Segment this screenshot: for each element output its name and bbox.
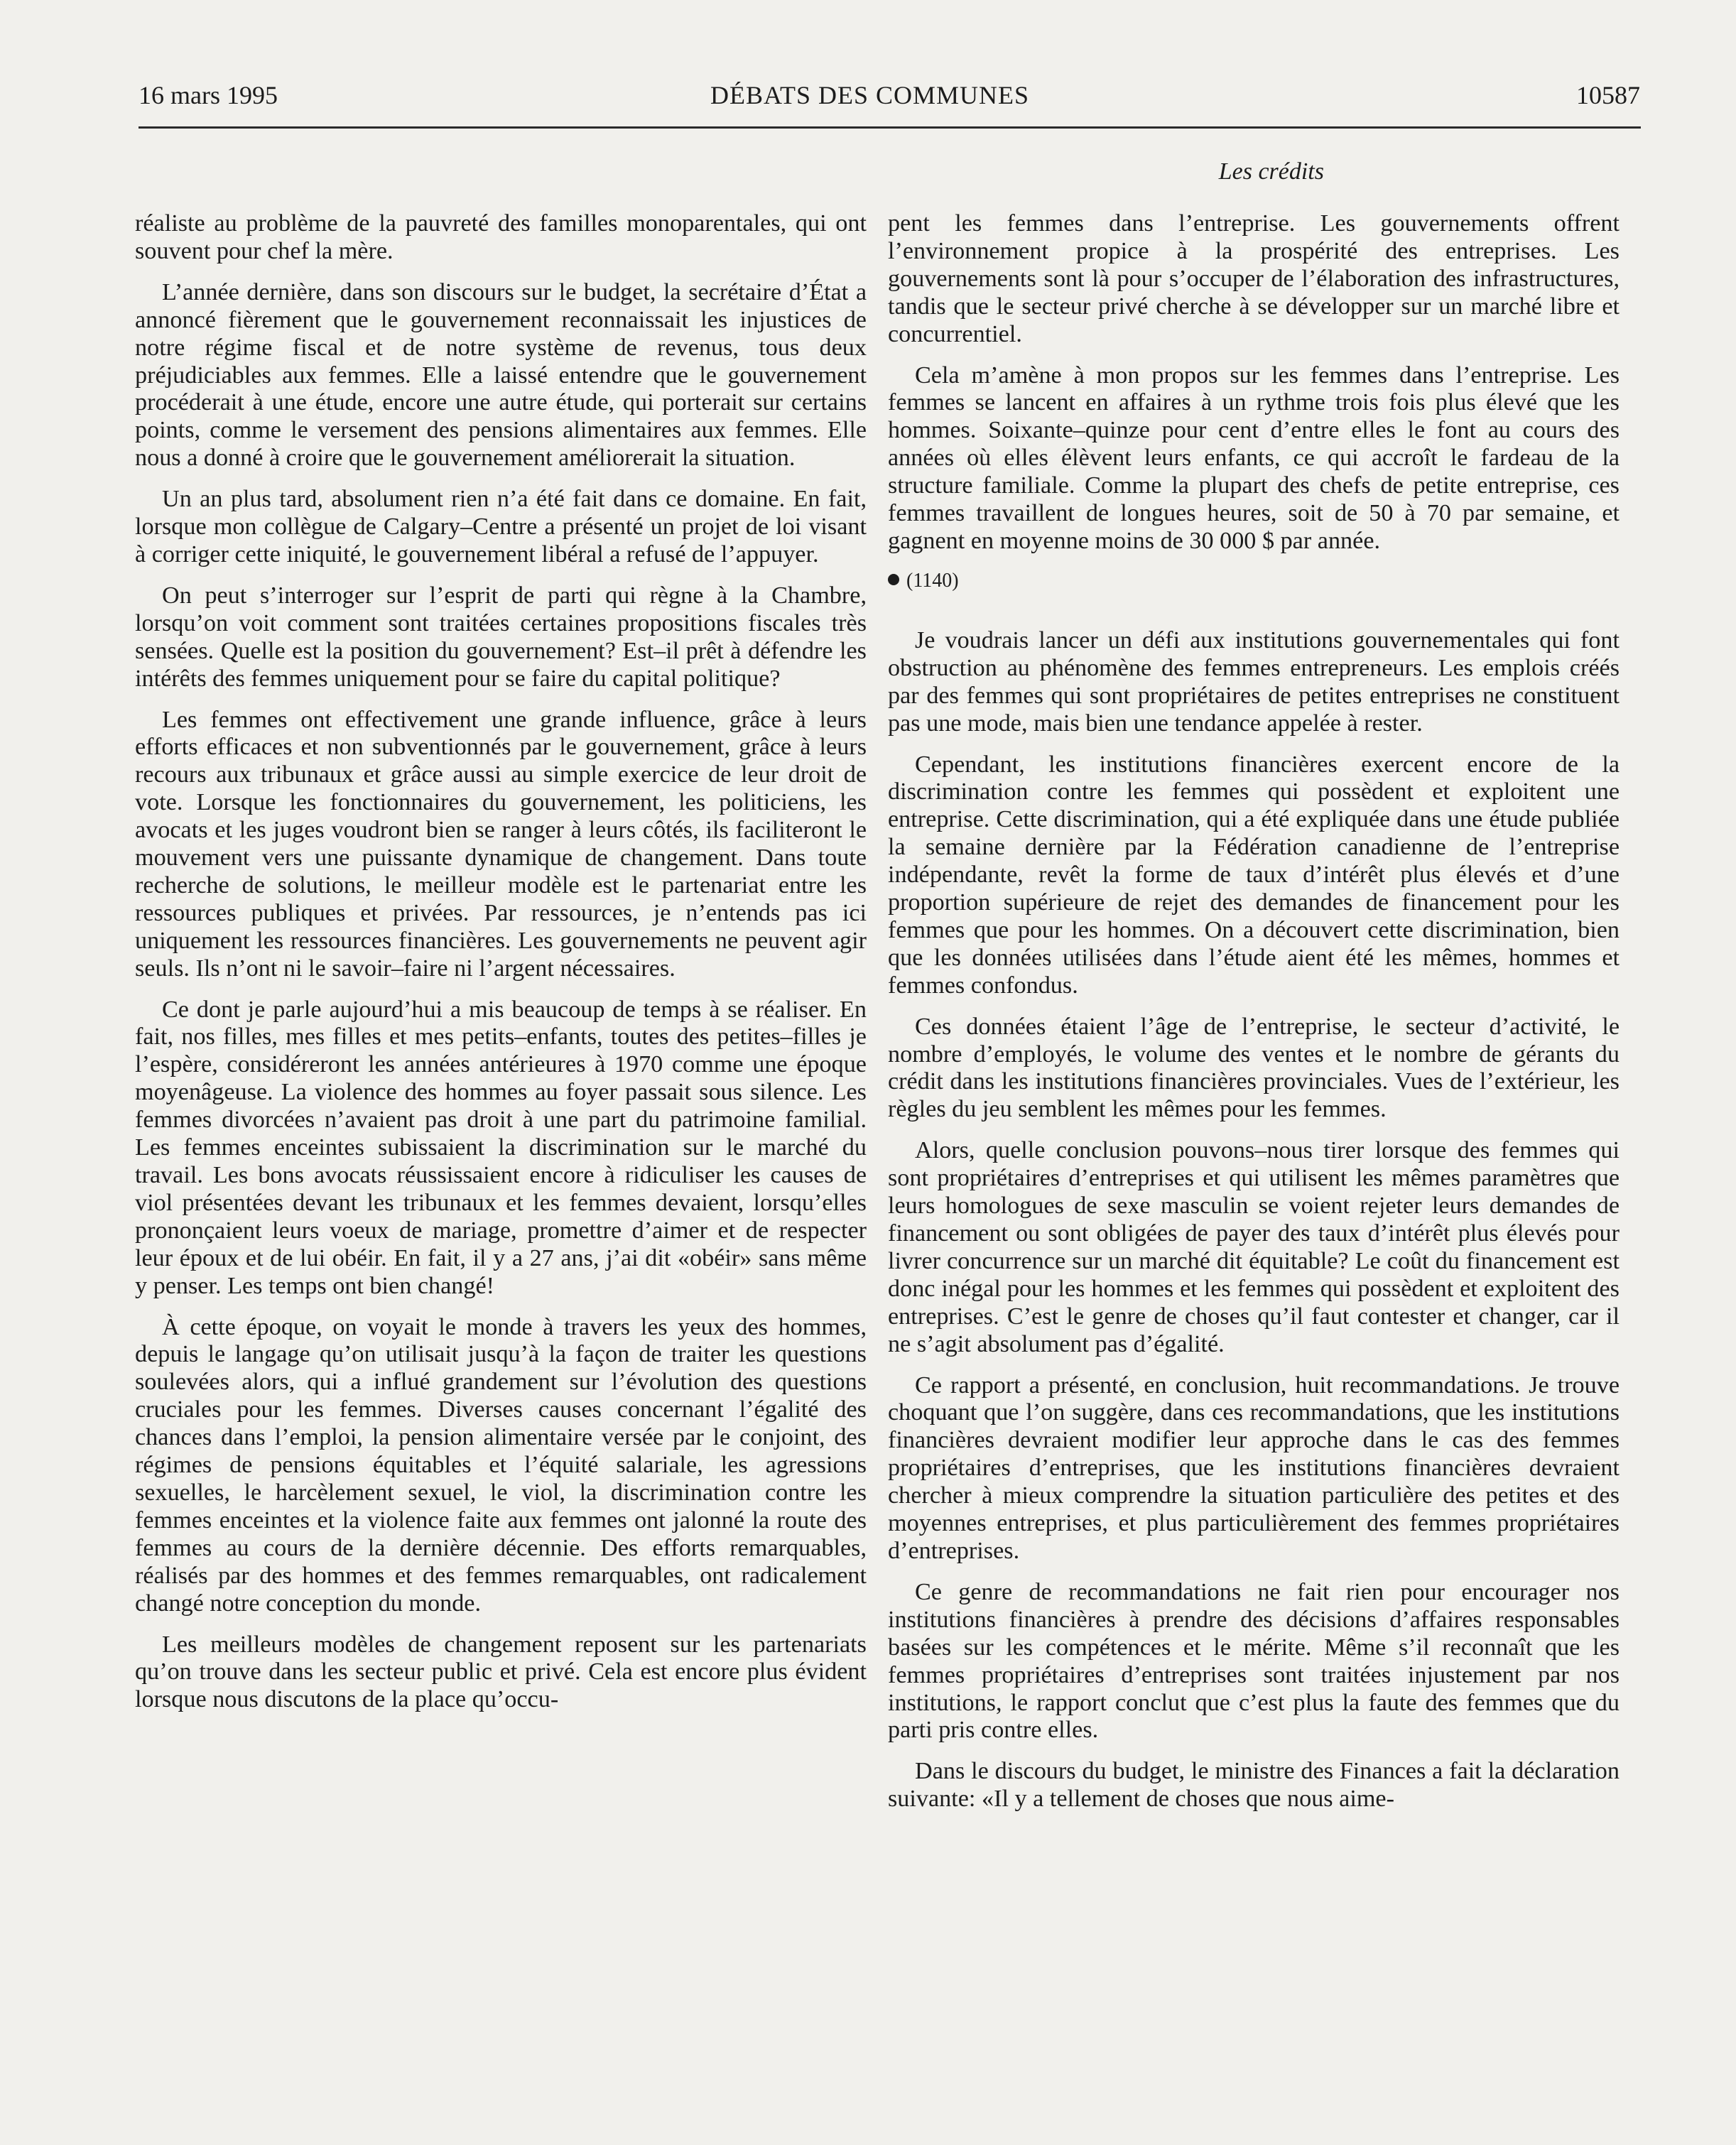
paragraph: Ce dont je parle aujourd’hui a mis beaucoup de temps à se réaliser. En fait, nos filles, mes filles et mes petits–enfants, toutes des petites–filles je l’espère, considéreront les années antérieures à 1970 comme une époque moyenâgeuse. La violence des hommes au foyer passait sous silence. Les femmes divorcées n’avaient pas droit à une part du patrimoine familial. Les femmes enceintes subissaient la discrimination sur le marché du travail. Les bons avocats réussissaient encore à ridiculiser les causes de viol présentées devant les tribunaux et les femmes devaient, lorsqu’elles prononçaient leurs voeux de mariage, promettre d’aimer et de respecter leur époux et de lui obéir. En fait, il y a 27 ans, j’ai dit «obéir» sans même y penser. Les temps ont bien changé! <box>135 996 867 1299</box>
paragraph: pent les femmes dans l’entreprise. Les gouvernements offrent l’environnement propice à la prospérité des entreprises. Les gouvernements sont là pour s’occuper de l’élaboration des infrastructures, tandis que le secteur privé cherche à se développer sur un marché libre et concurrentiel. <box>888 210 1620 347</box>
paragraph: Ce rapport a présenté, en conclusion, huit recommandations. Je trouve choquant que l’on suggère, dans ces recommandations, que les institutions financières devraient modifier leur approche dans le cas des femmes propriétaires d’entreprises, que les institutions financières devraient chercher à mieux comprendre la situation particulière des petites et des moyennes entreprises, et plus particulièrement des femmes propriétaires d’entreprises. <box>888 1372 1620 1564</box>
paragraph: Ce genre de recommandations ne fait rien pour encourager nos institutions financières à prendre des décisions d’affaires responsables basées sur les compétences et le mérite. Même s’il reconnaît que les femmes propriétaires d’entreprises sont traitées injustement par nos institutions, le rapport conclut que c’est plus la faute des femmes que du parti pris contre elles. <box>888 1578 1620 1744</box>
paragraph: réaliste au problème de la pauvreté des familles monoparentales, qui ont souvent pour chef la mère. <box>135 210 867 264</box>
time-marker <box>888 569 1620 593</box>
header-date: 16 mars 1995 <box>139 81 278 109</box>
paragraph: Les femmes ont effectivement une grande influence, grâce à leurs efforts efficaces et non subventionnés par le gouvernement, grâce à leurs recours aux tribunaux et grâce aussi au simple exercice de leur droit de vote. Lorsque les fonctionnaires du gouvernement, les politiciens, les avocats et les juges voudront bien se ranger à leurs côtés, ils faciliteront le mouvement vers une puissante dynamique de changement. Dans toute recherche de solutions, le meilleur modèle est le partenariat entre les ressources publiques et privées. Par ressources, je n’entends pas ici uniquement les ressources financières. Les gouvernements ne peuvent agir seuls. Ils n’ont ni le savoir–faire ni l’argent nécessaires. <box>135 706 867 982</box>
paragraph: L’année dernière, dans son discours sur le budget, la secrétaire d’État a annoncé fièrement que le gouvernement reconnaissait les injustices de notre régime fiscal et de notre système de revenus, tous deux préjudiciables aux femmes. Elle a laissé entendre que le gouvernement procéderait à une étude, encore une autre étude, qui porterait sur certains points, comme le versement des pensions alimentaires aux femmes. Elle nous a donné à croire que le gouvernement améliorerait la situation. <box>135 278 867 472</box>
paragraph: Je voudrais lancer un défi aux institutions gouvernementales qui font obstruction au phénomène des femmes entrepreneurs. Les emplois créés par des femmes qui sont propriétaires de petites entreprises ne constituent pas une mode, mais bien une tendance appelée à rester. <box>888 626 1620 737</box>
right-column <box>888 210 1620 2100</box>
paragraph: Un an plus tard, absolument rien n’a été fait dans ce domaine. En fait, lorsque mon collègue de Calgary–Centre a présenté un projet de loi visant à corriger cette iniquité, le gouvernement libéral a refusé de l’appuyer. <box>135 486 867 568</box>
paragraph: Cela m’amène à mon propos sur les femmes dans l’entreprise. Les femmes se lancent en affaires à un rythme trois fois plus élevé que les hommes. Soixante–quinze pour cent d’entre elles le font au cours des années où elles élèvent leurs enfants, ce qui accroît le fardeau de la structure familiale. Comme la plupart des chefs de petite entreprise, ces femmes travaillent de longues heures, soit de 50 à 70 par semaine, et gagnent en moyenne moins de 30 000 $ par année. <box>888 362 1620 554</box>
header-page-number: 10587 <box>1576 81 1640 109</box>
paragraph: Ces données étaient l’âge de l’entreprise, le secteur d’activité, le nombre d’employés, le volume des ventes et le nombre de gérants du crédit dans les institutions financières provinciales. Vues de l’extérieur, les règles du jeu semblent les mêmes pour les femmes. <box>888 1013 1620 1123</box>
paragraph: Dans le discours du budget, le ministre des Finances a fait la déclaration suivante: «Il y a tellement de choses que nous aime- <box>888 1758 1620 1813</box>
paragraph: Cependant, les institutions financières exercent encore de la discrimination contre les femmes qui possèdent et exploitent une entreprise. Cette discrimination, qui a été expliquée dans une étude publiée la semaine dernière par la Fédération canadienne de l’entreprise indépendante, revêt la forme de taux d’intérêt plus élevés et d’une proportion supérieure de rejet des demandes de financement pour les femmes que pour les hommes. On a découvert cette discrimination, bien que les données utilisées dans l’étude aient été les mêmes, hommes et femmes confondus. <box>888 751 1620 999</box>
time-marker-label: (1140) <box>906 569 959 592</box>
section-rubric: Les crédits <box>1218 158 1324 185</box>
bullet-icon <box>888 574 899 585</box>
paragraph: On peut s’interroger sur l’esprit de parti qui règne à la Chambre, lorsqu’on voit comment sont traitées certaines propositions fiscales très sensées. Quelle est la position du gouvernement? Est–il prêt à défendre les intérêts des femmes uniquement pour se faire du capital politique? <box>135 582 867 692</box>
header-rule <box>139 126 1641 129</box>
paragraph: Alors, quelle conclusion pouvons–nous tirer lorsque des femmes qui sont propriétaires d’entreprises et qui utilisent les mêmes paramètres que leurs homologues de sexe masculin se voient rejeter leurs demandes de financement ou sont obligées de payer des taux d’intérêt plus élevés pour livrer concurrence sur un marché dit équitable? Le coût du financement est donc inégal pour les hommes et les femmes qui possèdent et exploitent des entreprises. C’est le genre de choses qu’il faut contester et changer, car il ne s’agit absolument pas d’égalité. <box>888 1137 1620 1357</box>
header-title: DÉBATS DES COMMUNES <box>710 81 1030 109</box>
paragraph: À cette époque, on voyait le monde à travers les yeux des hommes, depuis le langage qu’on utilisait jusqu’à la façon de traiter les questions soulevées alors, qui a influé grandement sur l’évolution des questions cruciales pour les femmes. Diverses causes concernant l’égalité des chances dans l’emploi, la pension alimentaire versée par le conjoint, des régimes de pensions équitables et l’équité salariale, les agressions sexuelles, le harcèlement sexuel, le viol, la discrimination contre les femmes enceintes et la violence faite aux femmes ont jalonné la route des femmes au cours de la dernière décennie. Des efforts remarquables, réalisés par des hommes et des femmes remarquables, ont radicalement changé notre conception du monde. <box>135 1313 867 1617</box>
paragraph: Les meilleurs modèles de changement reposent sur les partenariats qu’on trouve dans les secteur public et privé. Cela est encore plus évident lorsque nous discutons de la place qu’occu- <box>135 1631 867 1713</box>
left-column <box>135 210 867 2100</box>
